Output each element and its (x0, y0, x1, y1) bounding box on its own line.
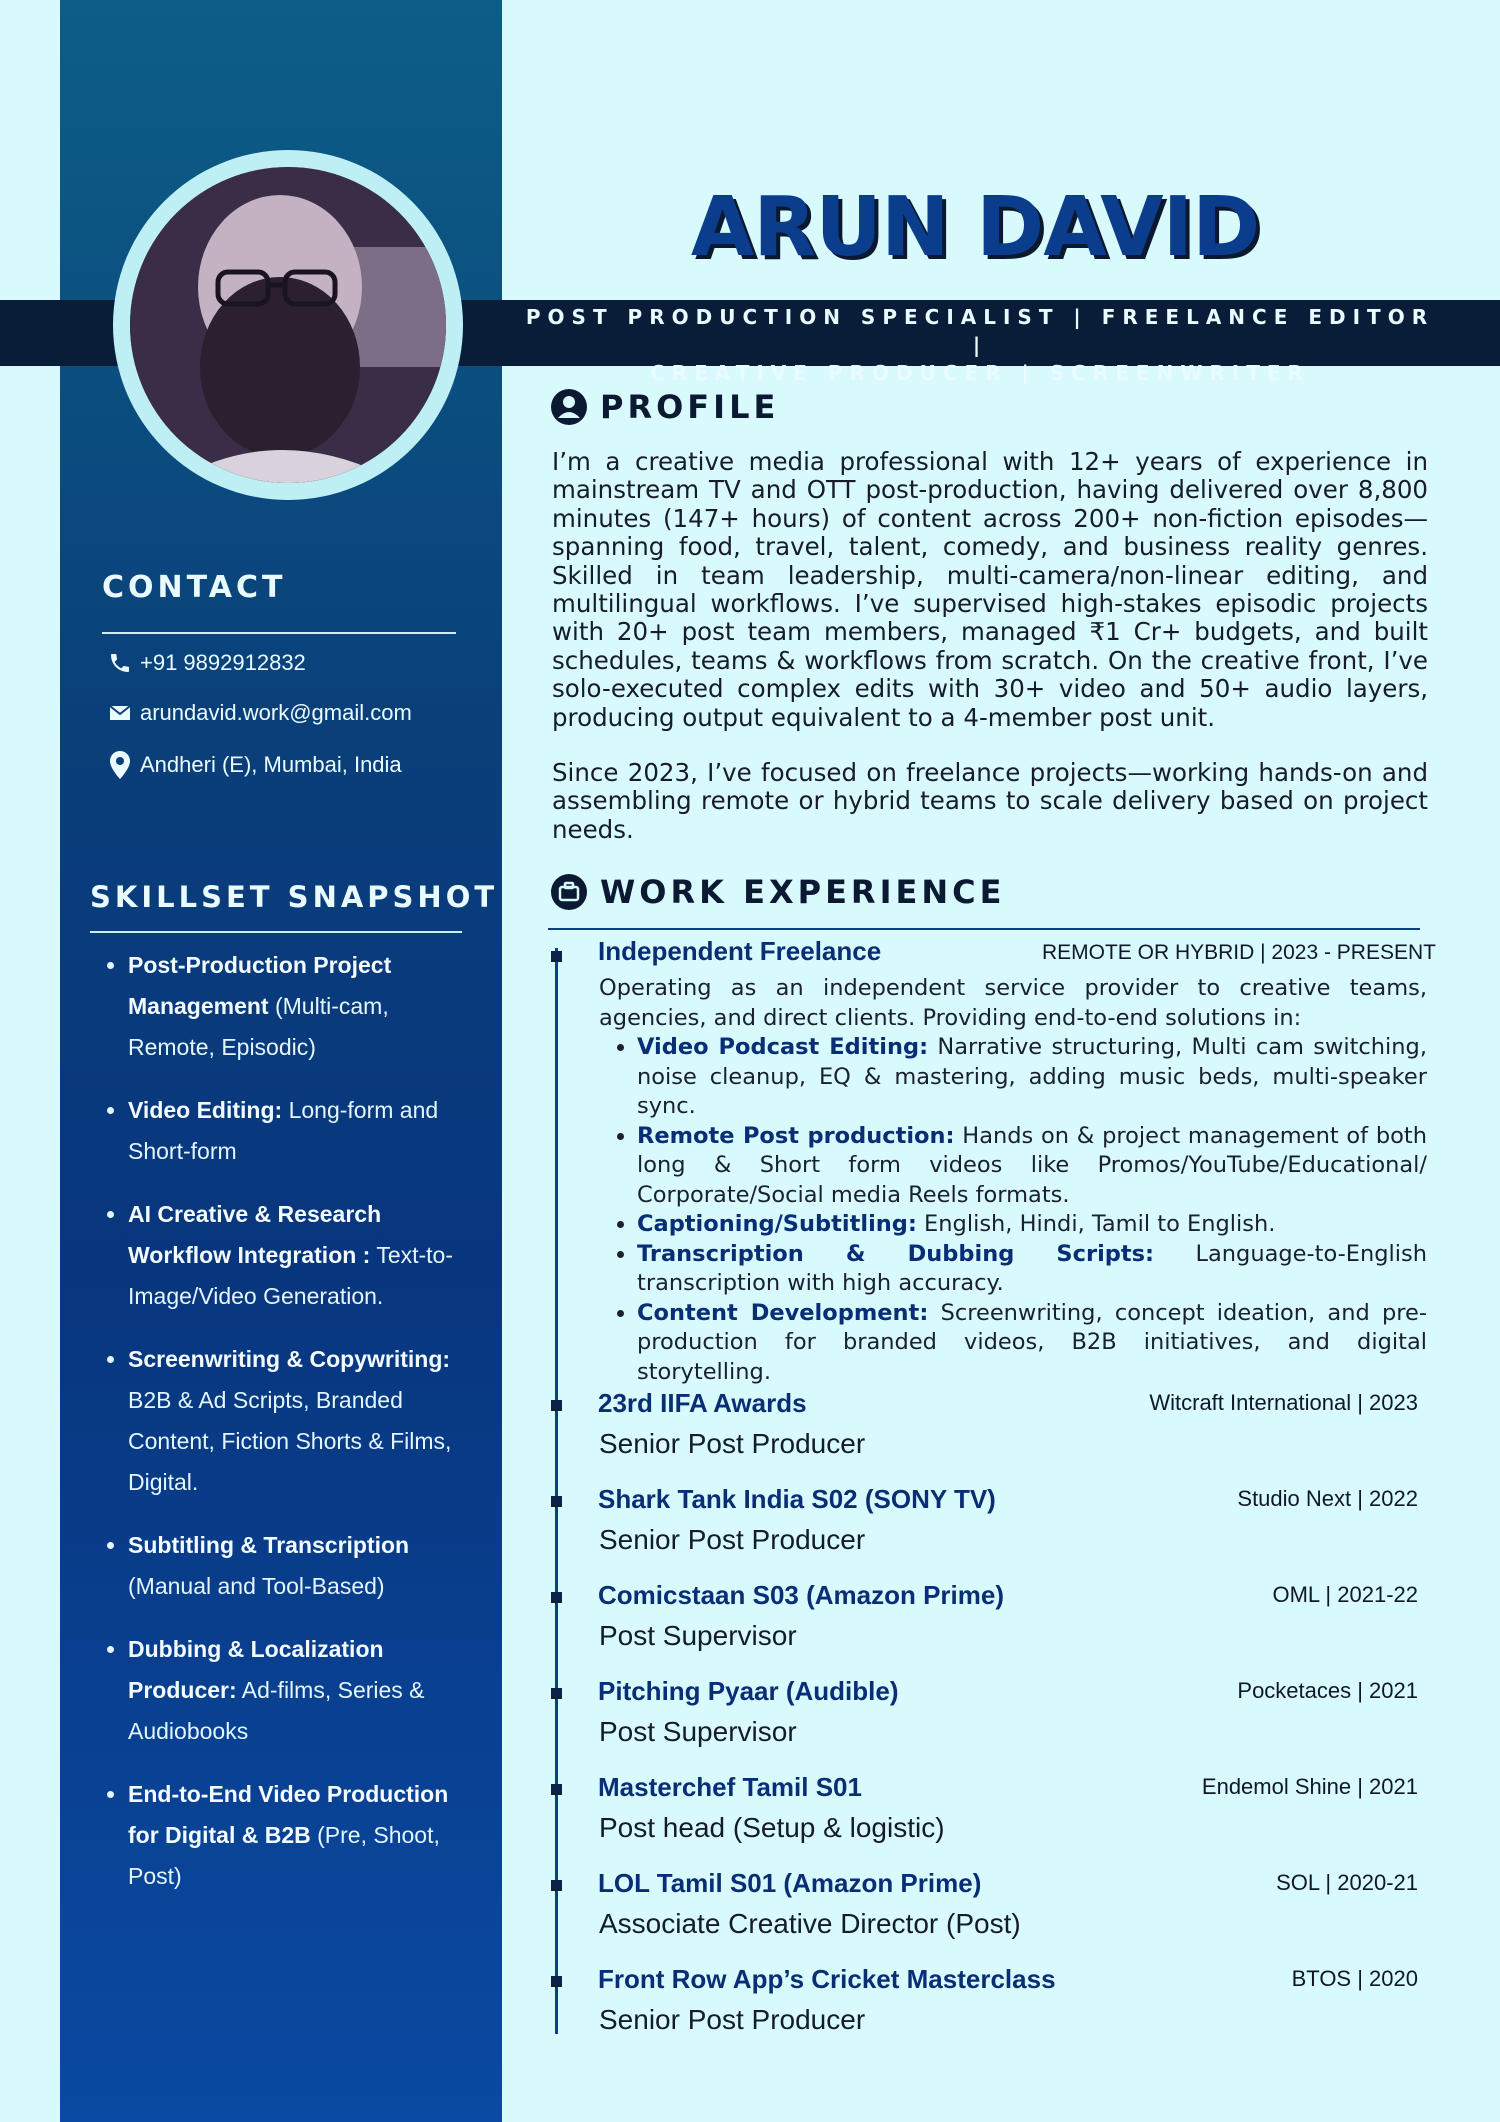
profile-heading-row (550, 388, 779, 426)
skill-item-detail: (Pre, Shoot, Post) (128, 1822, 440, 1889)
profile-heading: PROFILE (600, 388, 780, 426)
timeline-marker (551, 1880, 562, 1891)
portrait-illustration (130, 167, 446, 483)
mail-icon (100, 704, 140, 722)
job-meta: Witcraft International | 2023 (1149, 1390, 1418, 1415)
skill-item-label: Dubbing & Localization Producer: (128, 1636, 384, 1703)
skill-item-detail: B2B & Ad Scripts, Branded Content, Fiction Shorts & Films, Digital. (128, 1387, 452, 1495)
email-address[interactable]: arundavid.work@gmail.com (140, 700, 412, 725)
freelance-intro: Operating as an independent service provider to creative teams, agencies, and direct clients. Providing end-to-end solutions in: (599, 975, 1427, 1031)
job-role: Post Supervisor (599, 1716, 797, 1747)
skill-item-label: End-to-End Video Production for Digital & B2B (128, 1781, 449, 1848)
location-text: Andheri (E), Mumbai, India (140, 752, 402, 777)
job-title: Shark Tank India S02 (SONY TV) (598, 1484, 996, 1514)
bullet-label: Remote Post production: (637, 1122, 955, 1149)
location-pin-icon (100, 750, 140, 780)
tagline (520, 303, 1440, 387)
job-title: Front Row App’s Cricket Masterclass (598, 1964, 1056, 1994)
job-role: Post head (Setup & logistic) (599, 1812, 945, 1843)
contact-email (100, 700, 412, 726)
skill-item-detail: (Multi-cam, Remote, Episodic) (128, 993, 389, 1060)
profile-paragraph-1: I’m a creative media professional with 12+ years of experience in mainstream TV and OTT post-production, having delivered over 8,800 minutes (147+ hours) of content across 200+ non-fiction episodes—spanning food, travel, talent, comedy, and business reality genres. Skilled in team leadership, multi-camera/non-linear editing, and multilingual workflows. I’ve supervised high-stakes episodic projects with 20+ post team members, managed ₹1 Cr+ budgets, and built schedules, teams & workflows from scratch. On the creative front, I’ve solo-executed complex edits with 30+ video and 50+ audio layers, producing output equivalent to a 4-member post unit. (552, 447, 1428, 732)
freelance-bullet (637, 1122, 1427, 1211)
skill-item-label: AI Creative & Research Workflow Integration : (128, 1201, 382, 1268)
job-title: Independent Freelance (598, 936, 882, 966)
contact-divider (102, 632, 456, 634)
experience-heading: WORK EXPERIENCE (600, 873, 1006, 911)
bullet-label: Content Development: (637, 1299, 929, 1326)
skill-item (128, 1525, 465, 1607)
job-meta: SOL | 2020-21 (1276, 1870, 1418, 1895)
timeline-marker (551, 1688, 562, 1699)
profile-text (552, 448, 1428, 871)
profile-photo (130, 167, 446, 483)
timeline-marker (551, 951, 562, 962)
profile-paragraph-2: Since 2023, I’ve focused on freelance projects—working hands-on and assembling remote or hybrid teams to scale delivery based on project needs. (552, 758, 1428, 844)
skills-divider (90, 931, 462, 933)
job-role: Senior Post Producer (599, 1428, 866, 1459)
timeline-marker (551, 1496, 562, 1507)
job-meta: Studio Next | 2022 (1237, 1486, 1418, 1511)
job-meta: Pocketaces | 2021 (1237, 1678, 1418, 1703)
skill-item-detail: (Manual and Tool-Based) (128, 1573, 385, 1599)
job-title: Comicstaan S03 (Amazon Prime) (598, 1580, 1005, 1610)
timeline-marker (551, 1592, 562, 1603)
skill-item-label: Subtitling & Transcription (128, 1532, 410, 1558)
freelance-bullet (637, 1210, 1427, 1240)
contact-heading: CONTACT (102, 570, 287, 605)
bullet-detail: English, Hindi, Tamil to English. (916, 1211, 1276, 1237)
bullet-detail: Narrative structuring, Multi cam switching, noise cleanup, EQ & mastering, adding music beds, multi-speaker sync. (637, 1034, 1427, 1119)
skill-item (128, 1629, 465, 1752)
job-role: Senior Post Producer (599, 1524, 866, 1555)
briefcase-icon (550, 873, 588, 911)
bullet-label: Transcription & Dubbing Scripts: (637, 1240, 1155, 1267)
contact-phone (100, 650, 306, 676)
experience-divider (548, 928, 1420, 930)
timeline-marker (551, 1784, 562, 1795)
skills-heading: SKILLSET SNAPSHOT (90, 880, 499, 914)
experience-heading-row (550, 873, 1005, 911)
job-title: Masterchef Tamil S01 (598, 1772, 862, 1802)
bullet-detail: Language-to-English transcription with high accuracy. (637, 1240, 1427, 1296)
timeline-marker (551, 1976, 562, 1987)
skill-item-detail: Text-to-Image/Video Generation. (128, 1242, 453, 1309)
freelance-bullet (637, 1240, 1427, 1299)
timeline-line (555, 948, 558, 2034)
bullet-detail: Hands on & project management of both long & Short form videos like Promos/YouTube/Educational/ Corporate/Social media Reels formats. (637, 1122, 1427, 1208)
job-role: Senior Post Producer (599, 2004, 866, 2035)
phone-number[interactable]: +91 9892912832 (140, 650, 306, 675)
phone-icon (100, 651, 140, 675)
skill-item (128, 1339, 465, 1503)
skill-item-label: Video Editing: (128, 1097, 283, 1123)
skill-item-detail: Ad-films, Series & Audiobooks (128, 1677, 425, 1744)
job-title: Pitching Pyaar (Audible) (598, 1676, 899, 1706)
freelance-bullet (637, 1033, 1427, 1122)
job-meta: Endemol Shine | 2021 (1201, 1774, 1418, 1799)
bullet-label: Video Podcast Editing: (637, 1034, 929, 1060)
job-title: LOL Tamil S01 (Amazon Prime) (598, 1868, 982, 1898)
freelance-bullet (637, 1299, 1427, 1388)
contact-location (100, 750, 402, 780)
bullet-label: Captioning/Subtitling: (637, 1211, 917, 1237)
freelance-description (599, 974, 1427, 1387)
bullet-detail: Screenwriting, concept ideation, and pre-production for branded videos, B2B initiatives, and digital storytelling. (637, 1299, 1428, 1385)
skills-list (100, 945, 465, 1919)
skill-item (128, 1194, 465, 1317)
skill-item (128, 945, 465, 1068)
tagline-line-2: CREATIVE PRODUCER | SCREENWRITER (650, 361, 1310, 385)
job-role: Post Supervisor (599, 1620, 797, 1651)
timeline-marker (551, 1400, 562, 1411)
job-title: 23rd IIFA Awards (598, 1388, 807, 1418)
user-icon (550, 388, 588, 426)
skill-item-label: Screenwriting & Copywriting: (128, 1346, 451, 1372)
skill-item-label: Post-Production Project Management (128, 952, 392, 1019)
candidate-name: ARUN DAVID (690, 180, 1260, 275)
tagline-line-1: POST PRODUCTION SPECIALIST | FREELANCE EDITOR | (525, 305, 1435, 357)
job-meta: REMOTE OR HYBRID | 2023 - PRESENT (1041, 941, 1436, 964)
skill-item (128, 1774, 465, 1897)
skill-item-detail: Long-form and Short-form (128, 1097, 439, 1164)
skill-item (128, 1090, 465, 1172)
job-meta: BTOS | 2020 (1291, 1966, 1418, 1991)
job-role: Associate Creative Director (Post) (599, 1908, 1021, 1939)
job-meta: OML | 2021-22 (1272, 1582, 1418, 1607)
